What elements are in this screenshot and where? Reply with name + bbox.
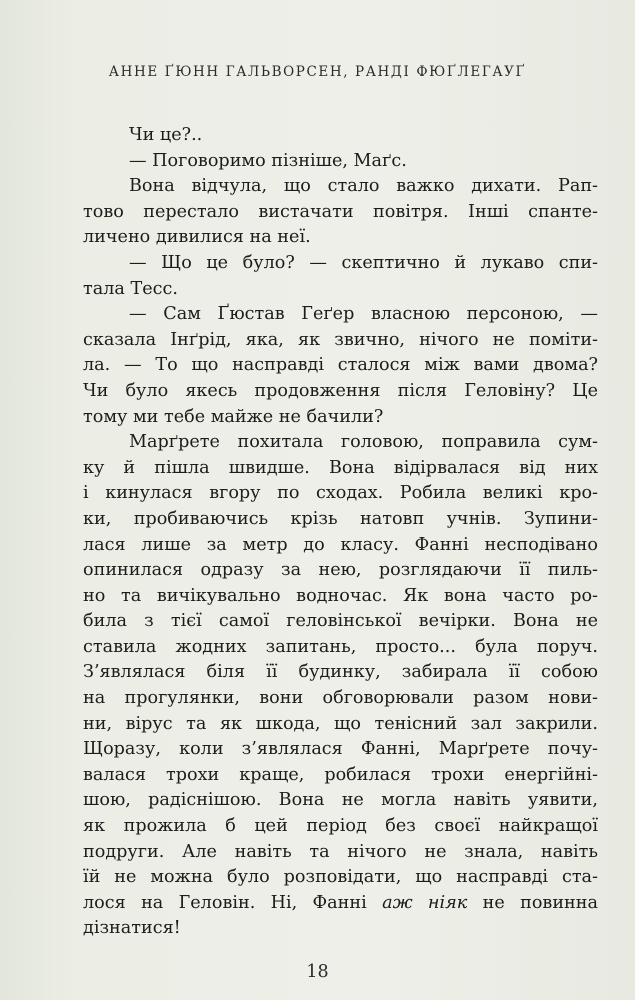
text-line: Чи це?.. [129,125,203,145]
text-line: лася лише за метр до класу. Фанні несподівано [83,534,598,555]
text-line: на прогулянки, вони обговорювали разом нови- [83,688,598,709]
text-line: — Сам Ґюстав Геґер власною персоною, — [129,304,598,325]
text-line: — Поговоримо пізніше, Маґс. [129,150,407,171]
body-text [83,123,598,942]
running-header: АННЕ ҐЮНН ГАЛЬВОРСЕН, РАНДІ ФЮҐЛЕГАУҐ [108,64,527,80]
text-line: Марґрете похитала головою, поправила сум- [129,432,598,453]
text-line: сказала Інґрід, яка, як звично, нічого не поміти- [83,329,598,350]
text-line: дізнатися! [83,918,181,939]
text-line: валася трохи краще, робилася трохи енергійні- [83,764,598,785]
text-line: подруги. Але навіть та нічого не знала, навіть [83,841,598,862]
text-line: Чи було якесь продовження після Геловіну? Це [83,380,598,401]
text-line: била з тієї самої геловінської вечірки. Вона не [83,611,598,632]
text-line: — Що це було? — скептично й лукаво спи- [129,252,598,273]
text-line: і кинулася вгору по сходах. Робила великі кро- [83,483,598,504]
text-line: Щоразу, коли з’являлася Фанні, Марґрете почу- [83,739,598,760]
text-line: но та вичікувально водночас. Як вона часто ро- [83,585,598,606]
text-line: ни, вірус та як шкода, що тенісний зал закрили. [83,713,598,734]
text-line: Вона відчула, що стало важко дихати. Рап- [129,176,598,197]
text-line: шою, радіснішою. Вона не могла навіть уявити, [83,790,598,811]
text-line: тово перестало вистачати повітря. Інші спанте- [83,201,598,222]
text-line: ла. — То що насправді сталося між вами двома? [83,355,598,376]
text-line: опинилася одразу за нею, розглядаючи її пиль- [83,560,598,581]
text-line: лося на Геловін. Ні, Фанні аж ніяк не повинна [83,892,598,913]
text-line: як прожила б цей період без своєї найкращої [83,816,598,837]
text-line: ку й пішла швидше. Вона відірвалася від них [83,457,598,478]
text-line: личено дивилися на неї. [83,227,311,248]
text-line: їй не можна було розповідати, що насправді ста- [83,867,598,888]
page-number: 18 [306,962,329,982]
text-line: тому ми тебе майже не бачили? [83,406,384,427]
text-line: ставила жодних запитань, просто... була поруч. [83,636,598,657]
text-line: З’являлася біля її будинку, забирала її собою [83,662,598,683]
text-line: ки, пробиваючись крізь натовп учнів. Зупини- [83,508,598,529]
emphasis-text: аж ніяк [382,892,468,913]
text-line: тала Тесс. [83,278,178,299]
